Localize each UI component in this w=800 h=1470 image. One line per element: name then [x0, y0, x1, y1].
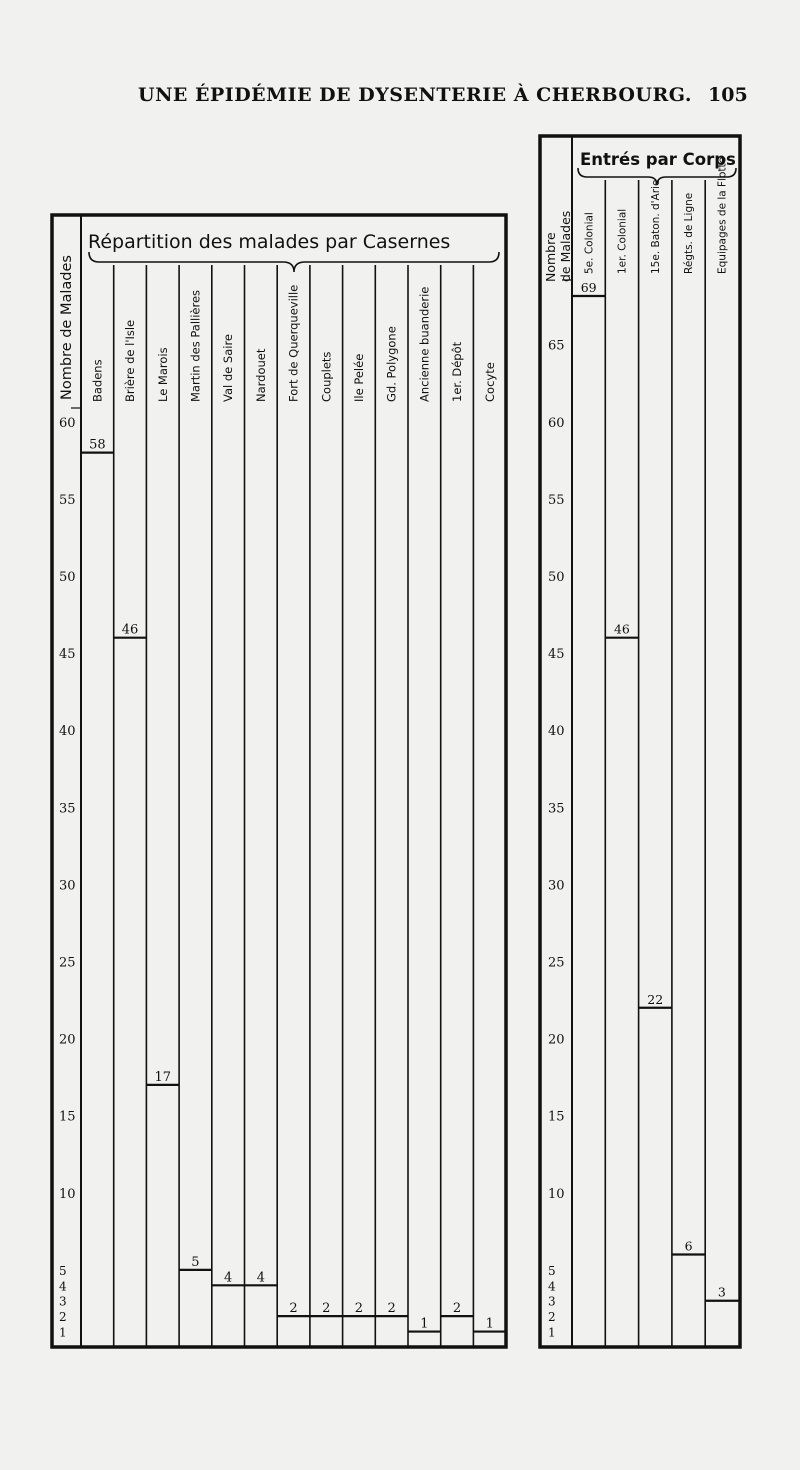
bar: [246, 1285, 277, 1347]
bar: [115, 638, 146, 1347]
y-tick-label: 25: [548, 955, 565, 971]
y-tick-label: 60: [548, 415, 565, 431]
bar: [344, 1316, 375, 1347]
data-label: 2: [289, 1301, 298, 1317]
y-tick-label: 30: [548, 878, 565, 894]
bar: [606, 638, 637, 1347]
bar: [147, 1085, 178, 1347]
category-label: Fort de Querqueville: [286, 284, 301, 402]
category-label: Equipages de la Flotte: [716, 156, 729, 274]
y-tick-label: 20: [59, 1032, 76, 1048]
data-label: 1: [485, 1316, 494, 1332]
y-tick-label: 10: [59, 1186, 76, 1202]
y-tick-label: 40: [59, 724, 76, 740]
y-tick-label: 60: [59, 415, 76, 431]
data-label: 2: [322, 1301, 331, 1317]
data-label: 2: [387, 1301, 396, 1317]
y-tick-label: 40: [548, 724, 565, 740]
y-tick-label: 4: [59, 1279, 67, 1294]
bar: [409, 1332, 440, 1347]
y-tick-label: 45: [59, 647, 76, 663]
y-tick-label: 50: [548, 570, 565, 585]
data-label: 2: [354, 1301, 364, 1317]
data-label: 3: [717, 1284, 726, 1300]
bar: [474, 1332, 505, 1347]
y-tick-label: 10: [548, 1186, 565, 1202]
chart-barracks-title-brace: [89, 252, 499, 272]
y-tick-label: 30: [59, 878, 76, 894]
y-tick-label: 5: [548, 1263, 556, 1278]
chart-barracks-title: Répartition des malades par Casernes: [88, 231, 451, 253]
data-label: 4: [224, 1270, 233, 1286]
chart-barracks-frame: [52, 215, 506, 1347]
chart-corps-title: Entrés par Corps: [580, 150, 736, 169]
y-tick-label: 5: [59, 1263, 67, 1278]
category-label: 5e. Colonial: [583, 212, 596, 274]
data-label: 2: [452, 1301, 462, 1317]
category-label: Couplets: [319, 351, 334, 402]
y-tick-label: 55: [548, 492, 565, 508]
data-label: 1: [420, 1316, 429, 1332]
bar: [180, 1270, 211, 1347]
bar: [278, 1316, 309, 1347]
bar: [442, 1316, 473, 1347]
category-label: Badens: [90, 359, 105, 402]
y-tick-label: 3: [548, 1294, 556, 1309]
data-label: 58: [89, 437, 106, 453]
y-tick-label: 55: [59, 492, 76, 508]
y-tick-label: 1: [59, 1325, 67, 1340]
chart-barracks: [52, 215, 506, 1347]
y-tick-label: 2: [59, 1310, 67, 1325]
data-label: 6: [684, 1238, 693, 1254]
y-tick-label: 1: [548, 1325, 556, 1340]
bar: [640, 1008, 671, 1347]
category-label: Nardouet: [253, 348, 268, 402]
y-tick-label: 15: [548, 1109, 565, 1125]
bar: [213, 1285, 244, 1347]
page-number: 105: [708, 84, 748, 106]
chart-corps: [540, 136, 740, 1347]
y-tick-label: 2: [548, 1310, 556, 1325]
bar: [311, 1316, 342, 1347]
y-tick-label: 3: [59, 1294, 67, 1309]
category-label: 1er. Colonial: [616, 208, 629, 274]
category-label: 15e. Baton. d'Arie: [649, 179, 662, 274]
category-label: Le Marois: [155, 347, 170, 402]
category-label: Ile Pelée: [351, 353, 366, 402]
category-label: Martin des Pallières: [188, 289, 203, 402]
category-label: 1er. Dépôt: [450, 341, 465, 402]
category-label: Brière de l'Isle: [123, 319, 138, 402]
y-tick-label: 4: [548, 1279, 556, 1294]
data-label: 46: [613, 621, 630, 637]
data-label: 4: [256, 1270, 265, 1286]
bar: [573, 296, 604, 1347]
category-label: Régts. de Ligne: [683, 192, 696, 274]
y-tick-label: 35: [548, 801, 565, 817]
chart-corps-y-axis-title: Nombrede Malades: [543, 210, 573, 282]
category-label: Ancienne buanderie: [417, 286, 432, 402]
chart-corps-frame: [540, 136, 740, 1347]
bar: [376, 1316, 407, 1347]
data-label: 17: [154, 1069, 172, 1085]
y-tick-label: 45: [548, 647, 565, 663]
data-label: 22: [647, 991, 664, 1007]
data-label: 46: [121, 622, 139, 638]
y-tick-label: 50: [59, 570, 76, 585]
category-label: Val de Saire: [221, 334, 236, 402]
category-label: Gd. Polygone: [384, 326, 399, 402]
bar: [82, 453, 113, 1347]
data-label: 5: [191, 1254, 200, 1270]
data-label: 69: [580, 280, 597, 295]
y-tick-label: 35: [59, 801, 76, 817]
y-tick-label: 25: [59, 955, 76, 971]
category-label: Cocyte: [482, 362, 497, 402]
y-tick-label: 65: [548, 338, 565, 354]
bar: [673, 1254, 704, 1347]
bar: [706, 1301, 737, 1347]
y-tick-label: 15: [59, 1109, 76, 1125]
y-tick-label: 20: [548, 1032, 565, 1048]
chart-barracks-y-axis-title: Nombre de Malades: [59, 255, 75, 400]
running-title: UNE ÉPIDÉMIE DE DYSENTERIE À CHERBOURG.: [138, 84, 692, 106]
